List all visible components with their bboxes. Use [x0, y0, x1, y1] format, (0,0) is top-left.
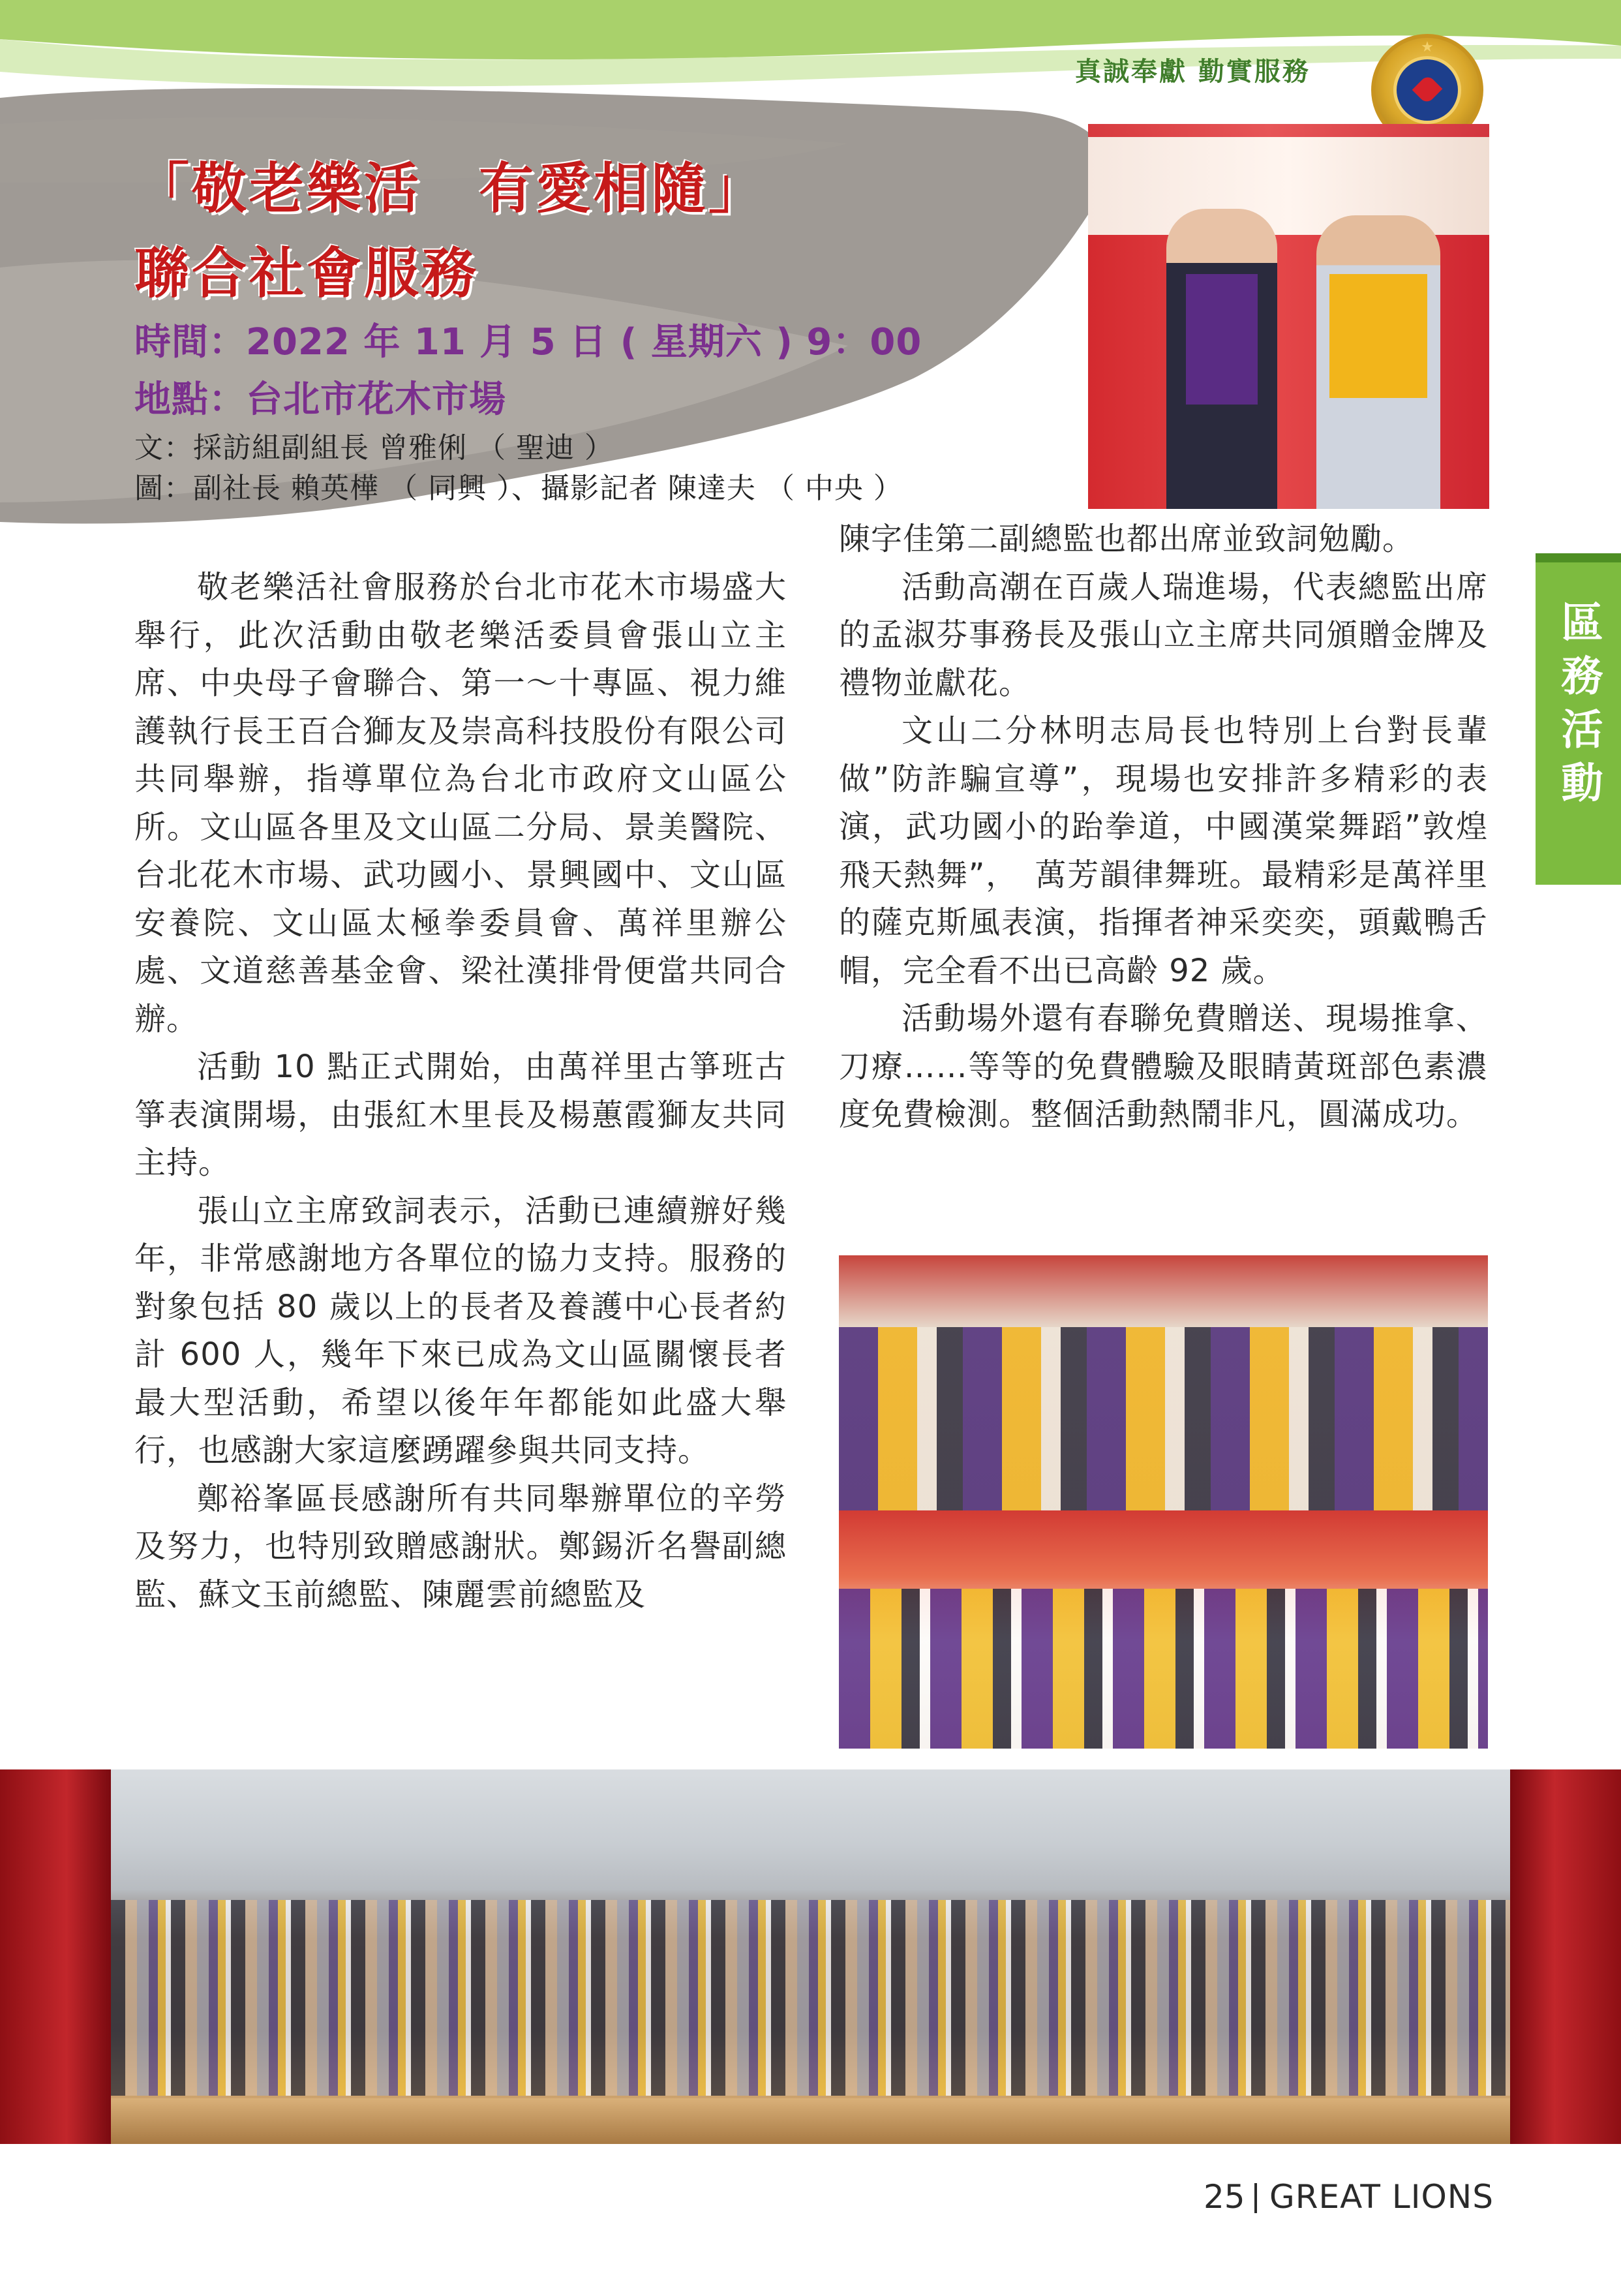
body-paragraph: 鄭裕峯區長感謝所有共同舉辦單位的辛勞及努力，也特別致贈感謝狀。鄭錫沂名譽副總監、蘇文玉前總監、陳麗雲前總監及	[134, 1480, 787, 1613]
event-place: 地點：台北市花木市場	[134, 378, 506, 421]
lions-emblem-icon: ★	[1371, 34, 1483, 146]
article-title-line1: 「敬老樂活 有愛相隨」	[134, 157, 766, 221]
article-body-right-column	[839, 515, 1488, 1139]
photo-hall-panorama	[0, 1769, 1621, 2144]
body-paragraph: 張山立主席致詞表示，活動已連續辦好幾年，非常感謝地方各單位的協力支持。服務的對象包括 80 歲以上的長者及養護中心長者約計 600 人，幾年下來已成為文山區關懷長者最大型活動，希望以後年年都能如此盛大舉行，也感謝大家這麼踴躍參與共同支持。	[134, 1192, 787, 1469]
body-paragraph: 活動 10 點正式開始，由萬祥里古箏班古箏表演開場，由張紅木里長及楊蕙霞獅友共同主持。	[134, 1049, 787, 1181]
photo-award-presentation	[1088, 124, 1489, 509]
author-credit: 文：採訪組副組長 曾雅俐 （ 聖迪 ）	[134, 431, 614, 465]
magazine-name: GREAT LIONS	[1269, 2178, 1494, 2216]
body-paragraph: 活動場外還有春聯免費贈送、現場推拿、刀療……等等的免費體驗及眼睛黃斑部色素濃度免費檢測。整個活動熱鬧非凡，圓滿成功。	[839, 1000, 1488, 1133]
article-body-left-column	[134, 564, 787, 1619]
body-paragraph: 敬老樂活社會服務於台北市花木市場盛大舉行，此次活動由敬老樂活委員會張山立主席、中央母子會聯合、第一～十專區、視力維護執行長王百合獅友及崇高科技股份有限公司共同舉辦，指導單位為台北市政府文山區公所。文山區各里及文山區二分局、景美醫院、台北花木市場、武功國小、景興國中、文山區安養院、文山區太極拳委員會、萬祥里辦公處、文道慈善基金會、梁社漢排骨便當共同合辦。	[134, 569, 787, 1037]
photo-credit: 圖：副社長 賴英樺 （ 同興 ）、攝影記者 陳達夫 （ 中央 ）	[134, 472, 903, 505]
body-paragraph: 陳字佳第二副總監也都出席並致詞勉勵。	[839, 521, 1415, 557]
event-time: 時間：2022 年 11 月 5 日 ( 星期六 ) 9：00	[134, 321, 922, 363]
article-title-line2: 聯合社會服務	[134, 241, 479, 305]
body-paragraph: 活動高潮在百歲人瑞進場，代表總監出席的孟淑芬事務長及張山立主席共同頒贈金牌及禮物並獻花。	[839, 568, 1488, 701]
photo-volunteers-group	[839, 1510, 1488, 1749]
footer-divider	[1254, 2183, 1257, 2213]
header-slogan: 真誠奉獻 勤實服務	[1075, 56, 1310, 87]
section-side-tab-label: 區務活動	[1554, 600, 1603, 814]
photo-centenarian-group	[839, 1255, 1488, 1511]
page-number: 25	[1204, 2178, 1245, 2216]
body-paragraph: 文山二分林明志局長也特別上台對長輩做”防詐騙宣導”，現場也安排許多精彩的表演，武功國小的跆拳道，中國漢棠舞蹈”敦煌飛天熱舞”， 萬芳韻律舞班。最精彩是萬祥里的薩克斯風表演，指揮者神采奕奕，頭戴鴨舌帽，完全看不出已高齡 92 歲。	[839, 712, 1488, 989]
